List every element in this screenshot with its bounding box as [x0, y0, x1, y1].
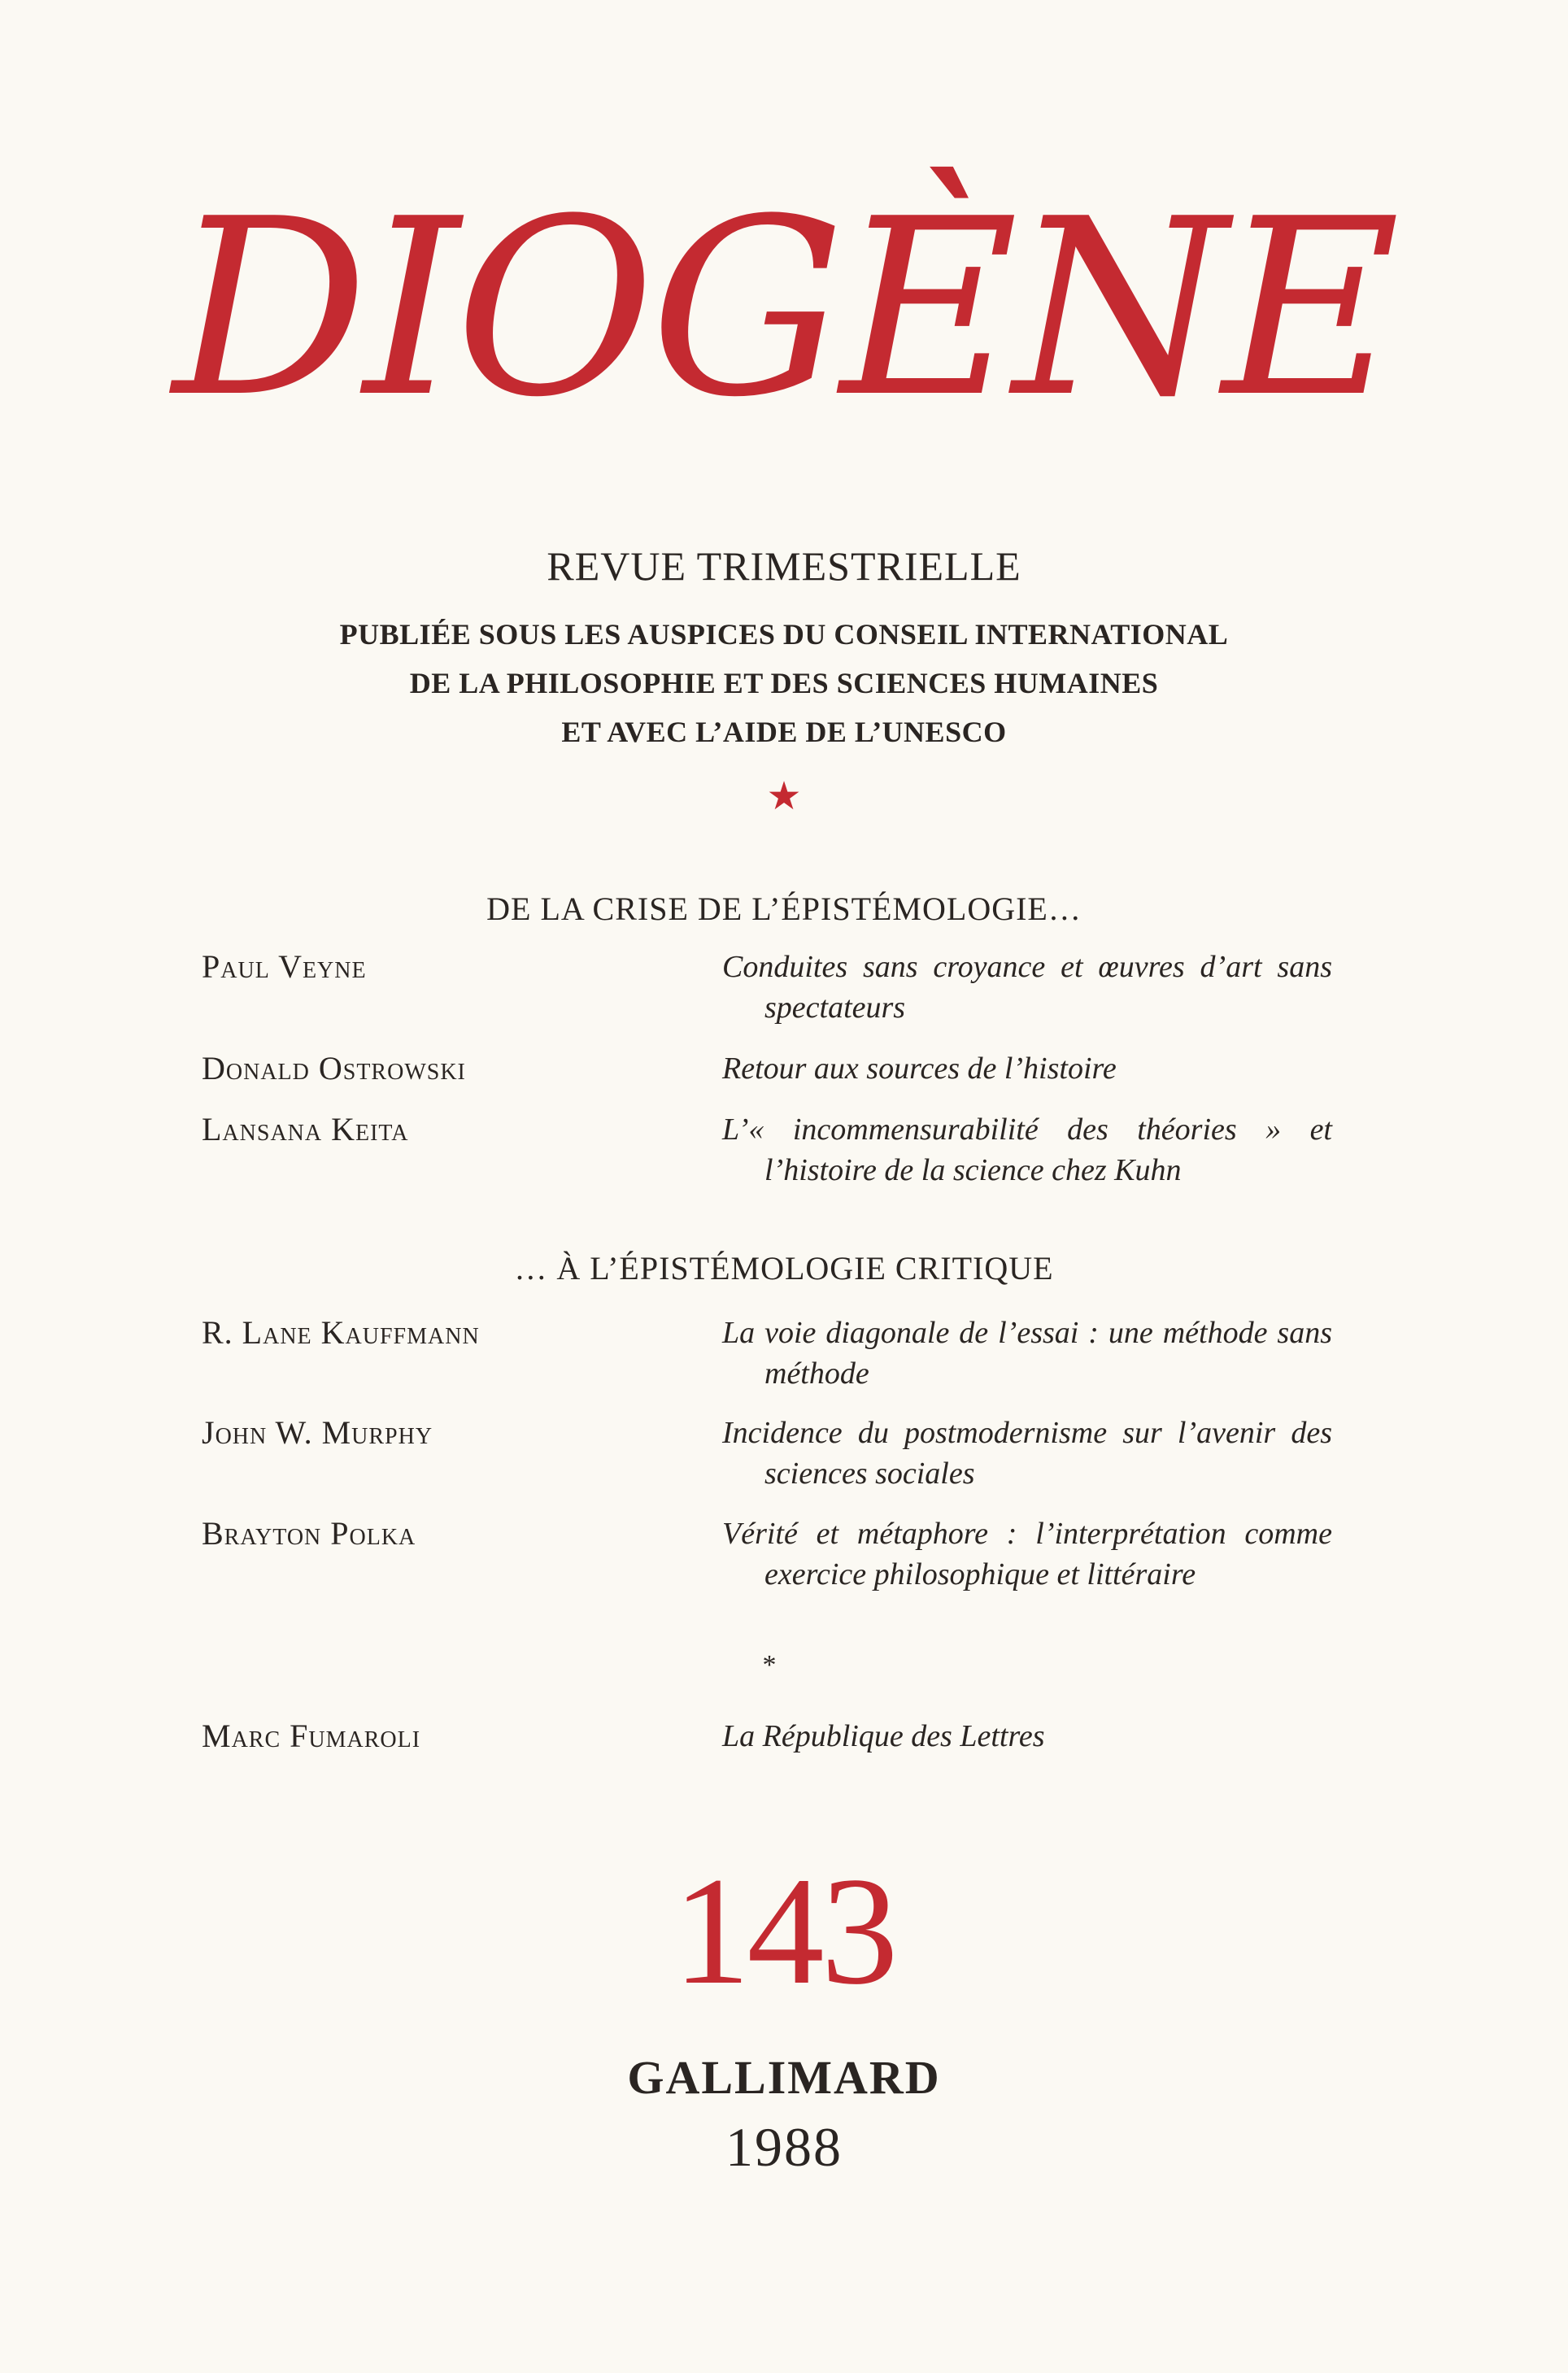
issue-number: 143 — [673, 1846, 895, 2017]
journal-masthead: DIOGÈNE — [172, 167, 1396, 451]
star-ornament-icon: ★ — [766, 775, 802, 818]
journal-subtitle: REVUE TRIMESTRIELLE — [547, 543, 1021, 589]
article-title: Conduites sans croyance et œuvres d’art sans spectateurs — [722, 950, 1332, 1025]
patronage-line-3: ET AVEC L’AIDE DE L’UNESCO — [561, 716, 1007, 748]
article-author: Lansana Keita — [202, 1111, 409, 1147]
article-title: Vérité et métaphore : l’interprétation comme exercice philosophique et littéraire — [722, 1517, 1332, 1591]
article-author: R. Lane Kauffmann — [202, 1314, 480, 1351]
asterisk-separator-icon: * — [762, 1650, 777, 1680]
section-heading-crisis: DE LA CRISE DE L’ÉPISTÉMOLOGIE… — [486, 890, 1082, 927]
article-title: L’« incommensurabilité des théories » et l’histoire de la science chez Kuhn — [722, 1112, 1332, 1187]
publisher-name: GALLIMARD — [627, 2051, 941, 2104]
article-title: Incidence du postmodernisme sur l’avenir des sciences sociales — [722, 1416, 1332, 1491]
article-author: Donald Ostrowski — [202, 1050, 466, 1086]
section-heading-critical: … À L’ÉPISTÉMOLOGIE CRITIQUE — [514, 1250, 1054, 1287]
article-author: John W. Murphy — [202, 1414, 433, 1451]
article-title: La République des Lettres — [722, 1719, 1045, 1753]
patronage-line-1: PUBLIÉE SOUS LES AUSPICES DU CONSEIL INTERNATIONAL — [339, 618, 1229, 651]
patronage-line-2: DE LA PHILOSOPHIE ET DES SCIENCES HUMAINES — [409, 667, 1159, 699]
publication-year: 1988 — [725, 2116, 843, 2178]
article-title: La voie diagonale de l’essai : une méthode sans méthode — [722, 1316, 1332, 1391]
article-title: Retour aux sources de l’histoire — [722, 1052, 1117, 1086]
article-author: Brayton Polka — [202, 1515, 416, 1552]
article-author: Paul Veyne — [202, 948, 367, 985]
article-author: Marc Fumaroli — [202, 1718, 421, 1754]
